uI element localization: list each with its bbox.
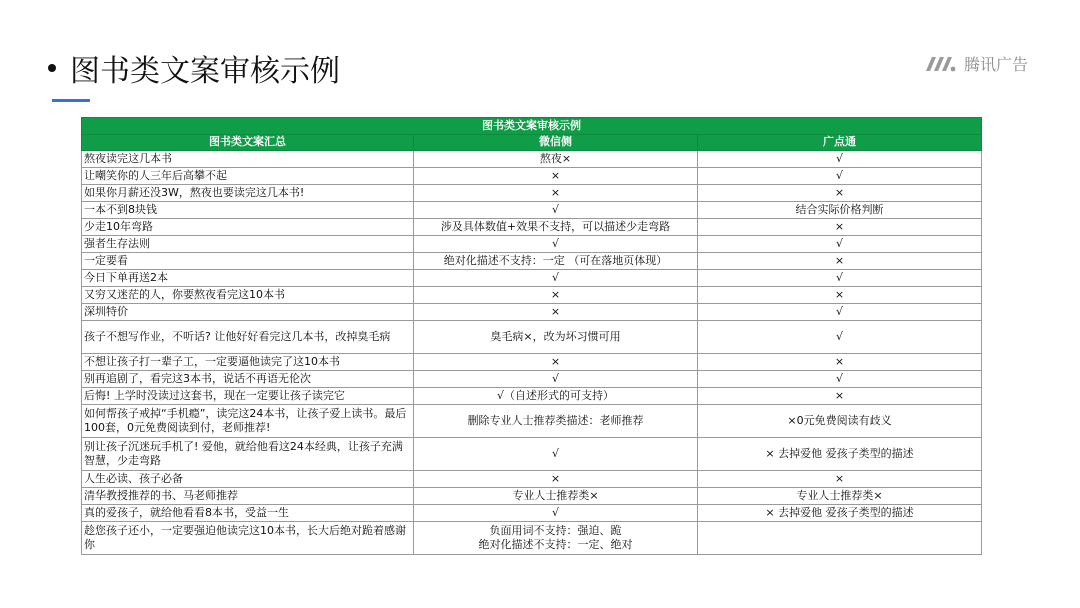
cell-wechat-verdict: × (414, 471, 698, 488)
cell-copy-text: 别让孩子沉迷玩手机了! 爱他，就给他看这24本经典，让孩子充满智慧，少走弯路 (82, 438, 414, 471)
cell-wechat-verdict: 臭毛病×，改为坏习惯可用 (414, 321, 698, 354)
cell-guangdiantong-verdict: × (698, 287, 982, 304)
table-row (82, 151, 982, 168)
cell-copy-text: 清华教授推荐的书、马老师推荐 (82, 488, 414, 505)
title-underline (52, 99, 90, 102)
table-row (82, 202, 982, 219)
cell-wechat-verdict: 专业人士推荐类× (414, 488, 698, 505)
cell-guangdiantong-verdict: √ (698, 236, 982, 253)
table-row (82, 388, 982, 405)
header-copy-summary: 图书类文案汇总 (82, 135, 414, 151)
cell-wechat-verdict: √ (414, 438, 698, 471)
brand-logo (924, 52, 1028, 75)
cell-wechat-verdict: × (414, 287, 698, 304)
cell-guangdiantong-verdict: × (698, 388, 982, 405)
cell-copy-text: 人生必读、孩子必备 (82, 471, 414, 488)
table-row (82, 185, 982, 202)
cell-copy-text: 真的爱孩子，就给他看看8本书，受益一生 (82, 505, 414, 522)
table-row (82, 371, 982, 388)
cell-copy-text: 强者生存法则 (82, 236, 414, 253)
table-row (82, 321, 982, 354)
cell-copy-text: 如果你月薪还没3W，熬夜也要读完这几本书! (82, 185, 414, 202)
cell-wechat-verdict: √（自述形式的可支持） (414, 388, 698, 405)
cell-guangdiantong-verdict: √ (698, 168, 982, 185)
cell-copy-text: 又穷又迷茫的人，你要熬夜看完这10本书 (82, 287, 414, 304)
table-banner-row (82, 118, 982, 135)
cell-guangdiantong-verdict: × (698, 219, 982, 236)
title-bullet (48, 64, 56, 72)
cell-guangdiantong-verdict: 结合实际价格判断 (698, 202, 982, 219)
slide-title (48, 46, 340, 90)
cell-guangdiantong-verdict: × (698, 253, 982, 270)
cell-wechat-verdict: 负面用词不支持：强迫、跪 绝对化描述不支持：一定、绝对 (414, 522, 698, 555)
cell-wechat-verdict: × (414, 354, 698, 371)
cell-guangdiantong-verdict (698, 522, 982, 555)
cell-wechat-verdict: √ (414, 270, 698, 287)
cell-guangdiantong-verdict: × (698, 185, 982, 202)
cell-wechat-verdict: 熬夜× (414, 151, 698, 168)
cell-guangdiantong-verdict: × 去掉爱他 爱孩子类型的描述 (698, 505, 982, 522)
cell-wechat-verdict: √ (414, 371, 698, 388)
cell-wechat-verdict: √ (414, 202, 698, 219)
cell-wechat-verdict: 涉及具体数值+效果不支持，可以描述少走弯路 (414, 219, 698, 236)
cell-guangdiantong-verdict: × (698, 354, 982, 371)
cell-copy-text: 别再追剧了，看完这3本书，说话不再语无伦次 (82, 371, 414, 388)
table-row (82, 219, 982, 236)
cell-guangdiantong-verdict: 专业人士推荐类× (698, 488, 982, 505)
cell-guangdiantong-verdict: ×0元免费阅读有歧义 (698, 405, 982, 438)
tencent-ads-logo-icon (924, 55, 958, 73)
cell-guangdiantong-verdict: √ (698, 270, 982, 287)
cell-copy-text: 一本不到8块钱 (82, 202, 414, 219)
cell-guangdiantong-verdict: √ (698, 321, 982, 354)
table-row (82, 405, 982, 438)
table-row (82, 354, 982, 371)
table-row (82, 505, 982, 522)
table-banner: 图书类文案审核示例 (82, 118, 982, 135)
table-row (82, 236, 982, 253)
header-wechat: 微信侧 (414, 135, 698, 151)
cell-guangdiantong-verdict: √ (698, 304, 982, 321)
slide-title-text: 图书类文案审核示例 (70, 54, 340, 89)
table-header-row (82, 135, 982, 151)
table-row (82, 304, 982, 321)
cell-wechat-verdict: √ (414, 236, 698, 253)
cell-copy-text: 今日下单再送2本 (82, 270, 414, 287)
table-row (82, 287, 982, 304)
cell-copy-text: 孩子不想写作业，不听话? 让他好好看完这几本书，改掉臭毛病 (82, 321, 414, 354)
review-table (81, 117, 982, 555)
cell-copy-text: 如何帮孩子戒掉“手机瘾”，读完这24本书，让孩子爱上读书。最后100套，0元免费阅读到付，老师推荐! (82, 405, 414, 438)
cell-copy-text: 深圳特价 (82, 304, 414, 321)
cell-guangdiantong-verdict: √ (698, 371, 982, 388)
cell-wechat-verdict: 绝对化描述不支持：一定 （可在落地页体现） (414, 253, 698, 270)
table-row (82, 488, 982, 505)
cell-wechat-verdict: × (414, 304, 698, 321)
table-row (82, 471, 982, 488)
cell-copy-text: 熬夜读完这几本书 (82, 151, 414, 168)
cell-guangdiantong-verdict: × 去掉爱他 爱孩子类型的描述 (698, 438, 982, 471)
cell-copy-text: 让嘲笑你的人三年后高攀不起 (82, 168, 414, 185)
table-row (82, 270, 982, 287)
table-row (82, 522, 982, 555)
header-guangdiantong: 广点通 (698, 135, 982, 151)
table-row (82, 168, 982, 185)
table-row (82, 253, 982, 270)
cell-copy-text: 少走10年弯路 (82, 219, 414, 236)
cell-copy-text: 一定要看 (82, 253, 414, 270)
cell-wechat-verdict: × (414, 185, 698, 202)
cell-guangdiantong-verdict: √ (698, 151, 982, 168)
cell-copy-text: 趁您孩子还小，一定要强迫他读完这10本书，长大后绝对跪着感谢你 (82, 522, 414, 555)
cell-wechat-verdict: √ (414, 505, 698, 522)
review-table-body (82, 118, 982, 555)
cell-wechat-verdict: × (414, 168, 698, 185)
cell-guangdiantong-verdict: × (698, 471, 982, 488)
cell-copy-text: 不想让孩子打一辈子工，一定要逼他读完了这10本书 (82, 354, 414, 371)
cell-wechat-verdict: 删除专业人士推荐类描述：老师推荐 (414, 405, 698, 438)
cell-copy-text: 后悔! 上学时没读过这套书，现在一定要让孩子读完它 (82, 388, 414, 405)
logo-text: 腾讯广告 (963, 55, 1028, 74)
table-row (82, 438, 982, 471)
